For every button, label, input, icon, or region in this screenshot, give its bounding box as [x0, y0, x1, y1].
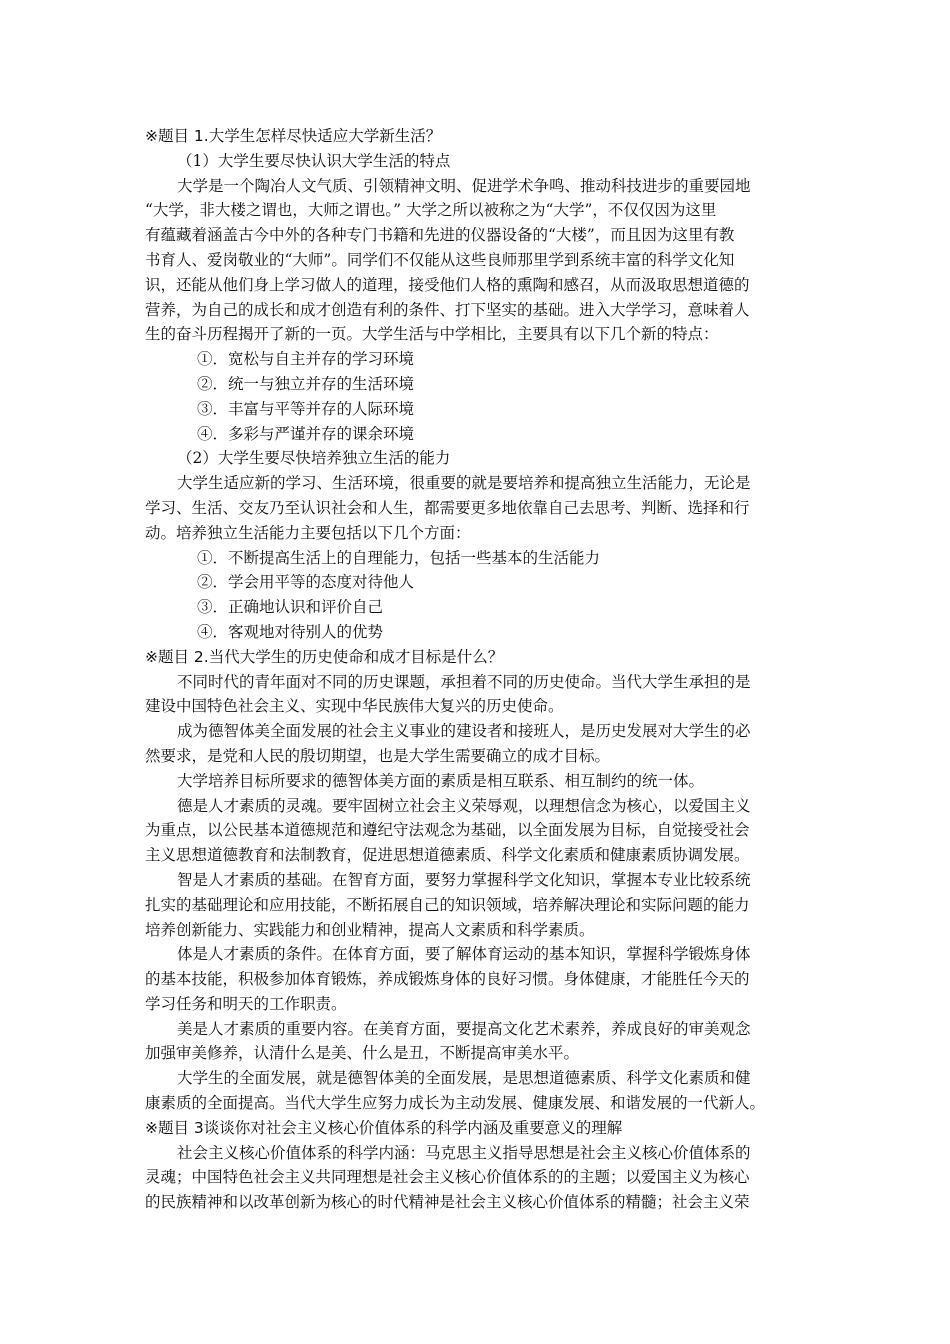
text-line: ①．宽松与自主并存的学习环境: [197, 350, 415, 369]
text-line: 学习任务和明天的工作职责。: [145, 994, 347, 1013]
text-line: （1）大学生要尽快认识大学生活的特点: [177, 151, 451, 170]
text-line: 大学是一个陶冶人文气质、引领精神文明、促进学术争鸣、推动科技进步的重要园地: [177, 176, 751, 195]
text-line: 德是人才素质的灵魂。要牢固树立社会主义荣辱观，以理想信念为核心，以爱国主义: [177, 796, 751, 815]
question-heading: ※题目 3谈谈你对社会主义核心价值体系的科学内涵及重要意义的理解: [145, 1118, 623, 1137]
text-line: 有蕴藏着涵盖古今中外的各种专门书籍和先进的仪器设备的“大楼”，而且因为这里有教: [145, 226, 735, 245]
text-line: 学习、生活、交友乃至认识社会和人生，都需要更多地依靠自己去思考、判断、选择和行: [145, 498, 750, 517]
text-line: ②．学会用平等的态度对待他人: [197, 573, 415, 592]
text-line: 为重点，以公民基本道德规范和遵纪守法观念为基础，以全面发展为目标，自觉接受社会: [145, 821, 750, 840]
text-line: 体是人才素质的条件。在体育方面，要了解体育运动的基本知识，掌握科学锻炼身体: [177, 945, 751, 964]
text-line: 成为德智体美全面发展的社会主义事业的建设者和接班人，是历史发展对大学生的必: [177, 722, 751, 741]
text-line: 美是人才素质的重要内容。在美育方面，要提高文化艺术素养，养成良好的审美观念: [177, 1019, 751, 1038]
text-line: ①．不断提高生活上的自理能力，包括一些基本的生活能力: [197, 548, 601, 567]
text-line: 然要求，是党和人民的殷切期望，也是大学生需要确立的成才目标。: [145, 746, 611, 765]
text-line: ④．客观地对待别人的优势: [197, 622, 384, 641]
text-line: 营养，为自己的成长和成才创造有利的条件、打下坚实的基础。进入大学学习，意味着人: [145, 300, 750, 319]
text-line: 的基本技能，积极参加体育锻炼，养成锻炼身体的良好习惯。身体健康，才能胜任今天的: [145, 970, 750, 989]
text-line: 加强审美修养，认清什么是美、什么是丑，不断提高审美水平。: [145, 1044, 580, 1063]
text-line: 智是人才素质的基础。在智育方面，要努力掌握科学文化知识，掌握本专业比较系统: [177, 870, 751, 889]
text-line: 不同时代的青年面对不同的历史课题，承担着不同的历史使命。当代大学生承担的是: [177, 672, 751, 691]
text-line: ④．多彩与严谨并存的课余环境: [197, 424, 415, 443]
text-line: 识，还能从他们身上学习做人的道理，接受他们人格的熏陶和感召，从而汲取思想道德的: [145, 275, 750, 294]
text-line: 大学生的全面发展，就是德智体美的全面发展，是思想道德素质、科学文化素质和健: [177, 1069, 751, 1088]
text-line: ②．统一与独立并存的生活环境: [197, 374, 415, 393]
text-line: 书育人、爱岗敬业的“大师”。同学们不仅能从这些良师那里学到系统丰富的科学文化知: [145, 250, 735, 269]
text-line: 大学培养目标所要求的德智体美方面的素质是相互联系、相互制约的统一体。: [177, 771, 705, 790]
text-line: 生的奋斗历程揭开了新的一页。大学生活与中学相比，主要具有以下几个新的特点：: [145, 325, 719, 344]
text-line: “大学，非大楼之谓也，大师之谓也。” 大学之所以被称之为“大学”，不仅仅因为这里: [145, 201, 717, 220]
text-line: （2）大学生要尽快培养独立生活的能力: [177, 449, 451, 468]
text-line: 建设中国特色社会主义、实现中华民族伟大复兴的历史使命。: [145, 697, 564, 716]
text-line: ③．丰富与平等并存的人际环境: [197, 399, 415, 418]
text-line: 大学生适应新的学习、生活环境，很重要的就是要培养和提高独立生活能力，无论是: [177, 474, 751, 493]
text-line: 灵魂；中国特色社会主义共同理想是社会主义核心价值体系的的主题；以爱国主义为核心: [145, 1168, 750, 1187]
text-line: 康素质的全面提高。当代大学生应努力成长为主动发展、健康发展、和谐发展的一代新人。: [145, 1094, 766, 1113]
document-page: [145, 124, 811, 1215]
text-line: 动。培养独立生活能力主要包括以下几个方面：: [145, 523, 471, 542]
text-line: 培养创新能力、实践能力和创业精神，提高人文素质和科学素质。: [145, 920, 595, 939]
question-heading: ※题目 1.大学生怎样尽快适应大学新生活？: [145, 127, 442, 145]
text-line: 社会主义核心价值体系的科学内涵：马克思主义指导思想是社会主义核心价值体系的: [177, 1143, 751, 1162]
text-line: 扎实的基础理论和应用技能，不断拓展自己的知识领域，培养解决理论和实际问题的能力: [145, 895, 750, 914]
text-line: 主义思想道德教育和法制教育，促进思想道德素质、科学文化素质和健康素质协调发展。: [145, 846, 750, 865]
text-line: ③．正确地认识和评价自己: [197, 598, 384, 617]
question-heading: ※题目 2.当代大学生的历史使命和成才目标是什么？: [145, 647, 504, 666]
text-line: 的民族精神和以改革创新为核心的时代精神是社会主义核心价值体系的精髓；社会主义荣: [145, 1193, 750, 1212]
